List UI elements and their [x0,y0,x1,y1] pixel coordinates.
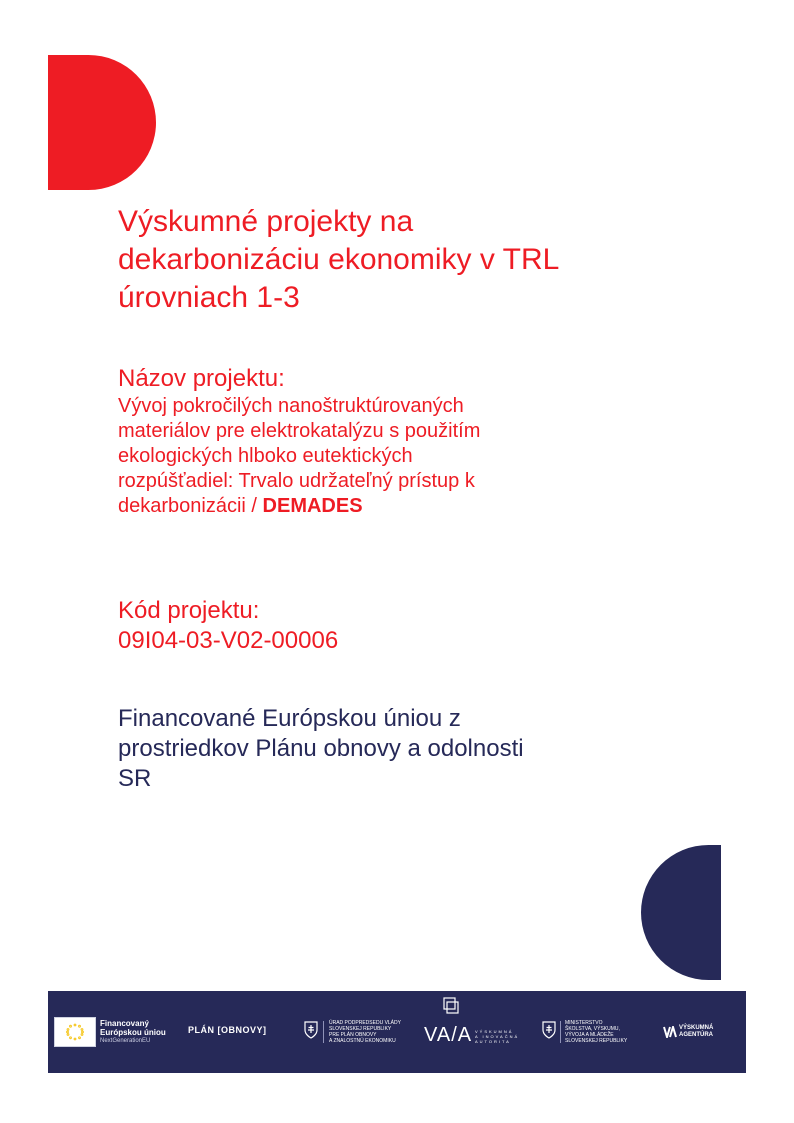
urad-line-2: SLOVENSKEJ REPUBLIKY [329,1026,392,1032]
red-decorative-shape [48,55,156,190]
ministry-line-2: ŠKOLSTVA, VÝSKUMU, [565,1026,620,1032]
project-name-line-4: rozpúšťadiel: Trvalo udržateľný prístup k [118,470,475,492]
eu-line-3: NextGenerationEU [100,1038,151,1044]
funding-statement [118,704,678,794]
eu-line-2: Európskou úniou [100,1028,166,1037]
urad-line-1: ÚRAD PODPREDSEDU VLÁDY [329,1020,401,1026]
ministry-line-3: VÝVOJA A MLÁDEŽE [565,1032,614,1038]
title-line-2: dekarbonizáciu ekonomiky v TRL [118,243,560,276]
ministry-line-4: SLOVENSKEJ REPUBLIKY [565,1038,628,1044]
slovak-emblem-icon [304,1021,318,1044]
project-name-section [118,364,658,519]
project-code-value: 09I04-03-V02-00006 [118,627,339,654]
funding-line-2: prostriedkov Plánu obnovy a odolnosti [118,735,524,762]
va-logo-text [679,1025,713,1039]
title-line-1: Výskumné projekty na [118,205,414,238]
ministry-line-1: MINISTERSTVO [565,1020,603,1026]
vaia-logo: VA/A [424,1024,473,1046]
project-code-section [118,596,338,656]
urad-line-3: PRE PLÁN OBNOVY [329,1032,377,1038]
call-title [118,203,559,317]
divider [560,1021,561,1043]
vaia-line-2: A INOVAČNÁ [475,1034,520,1039]
navy-decorative-shape [641,845,721,980]
vaia-mark-icon [443,997,459,1020]
project-name-line-3: ekologických hlboko eutektických [118,445,413,467]
eu-line-1: Financovaný [100,1019,149,1028]
vaia-line-3: AUTORITA [475,1039,511,1044]
plan-obnovy-logo: PLÁN [OBNOVY] [188,1025,267,1035]
ministry-logo-text [565,1020,627,1044]
project-name [118,394,658,519]
urad-logo-text [329,1020,401,1044]
project-name-line-2: materiálov pre elektrokatalýzu s použitím [118,420,481,442]
divider [323,1021,324,1043]
eu-funding-logo-text [100,1019,166,1046]
eu-flag-icon [54,1017,96,1047]
project-code-label: Kód projektu: [118,597,260,624]
funding-line-3: SR [118,765,152,792]
ministry-emblem-icon [542,1021,556,1044]
project-name-line-5 [118,494,658,519]
funding-line-1: Financované Európskou úniou z [118,705,461,732]
project-name-label: Názov projektu: [118,365,285,392]
va-line-2: AGENTÚRA [679,1032,713,1038]
project-acronym: DEMADES [262,495,363,517]
vaia-line-1: VÝSKUMNÁ [475,1029,514,1034]
logo-footer-bar [48,991,746,1073]
project-name-line-1: Vývoj pokročilých nanoštruktúrovaných [118,395,464,417]
title-line-3: úrovniach 1-3 [118,281,300,314]
va-mark-icon [663,1025,677,1043]
va-line-1: VÝSKUMNÁ [679,1025,714,1031]
urad-line-4: A ZNALOSTNÚ EKONOMIKU [329,1038,396,1044]
project-name-line-5-text: dekarbonizácii / [118,495,263,517]
vaia-logo-text [475,1029,519,1044]
